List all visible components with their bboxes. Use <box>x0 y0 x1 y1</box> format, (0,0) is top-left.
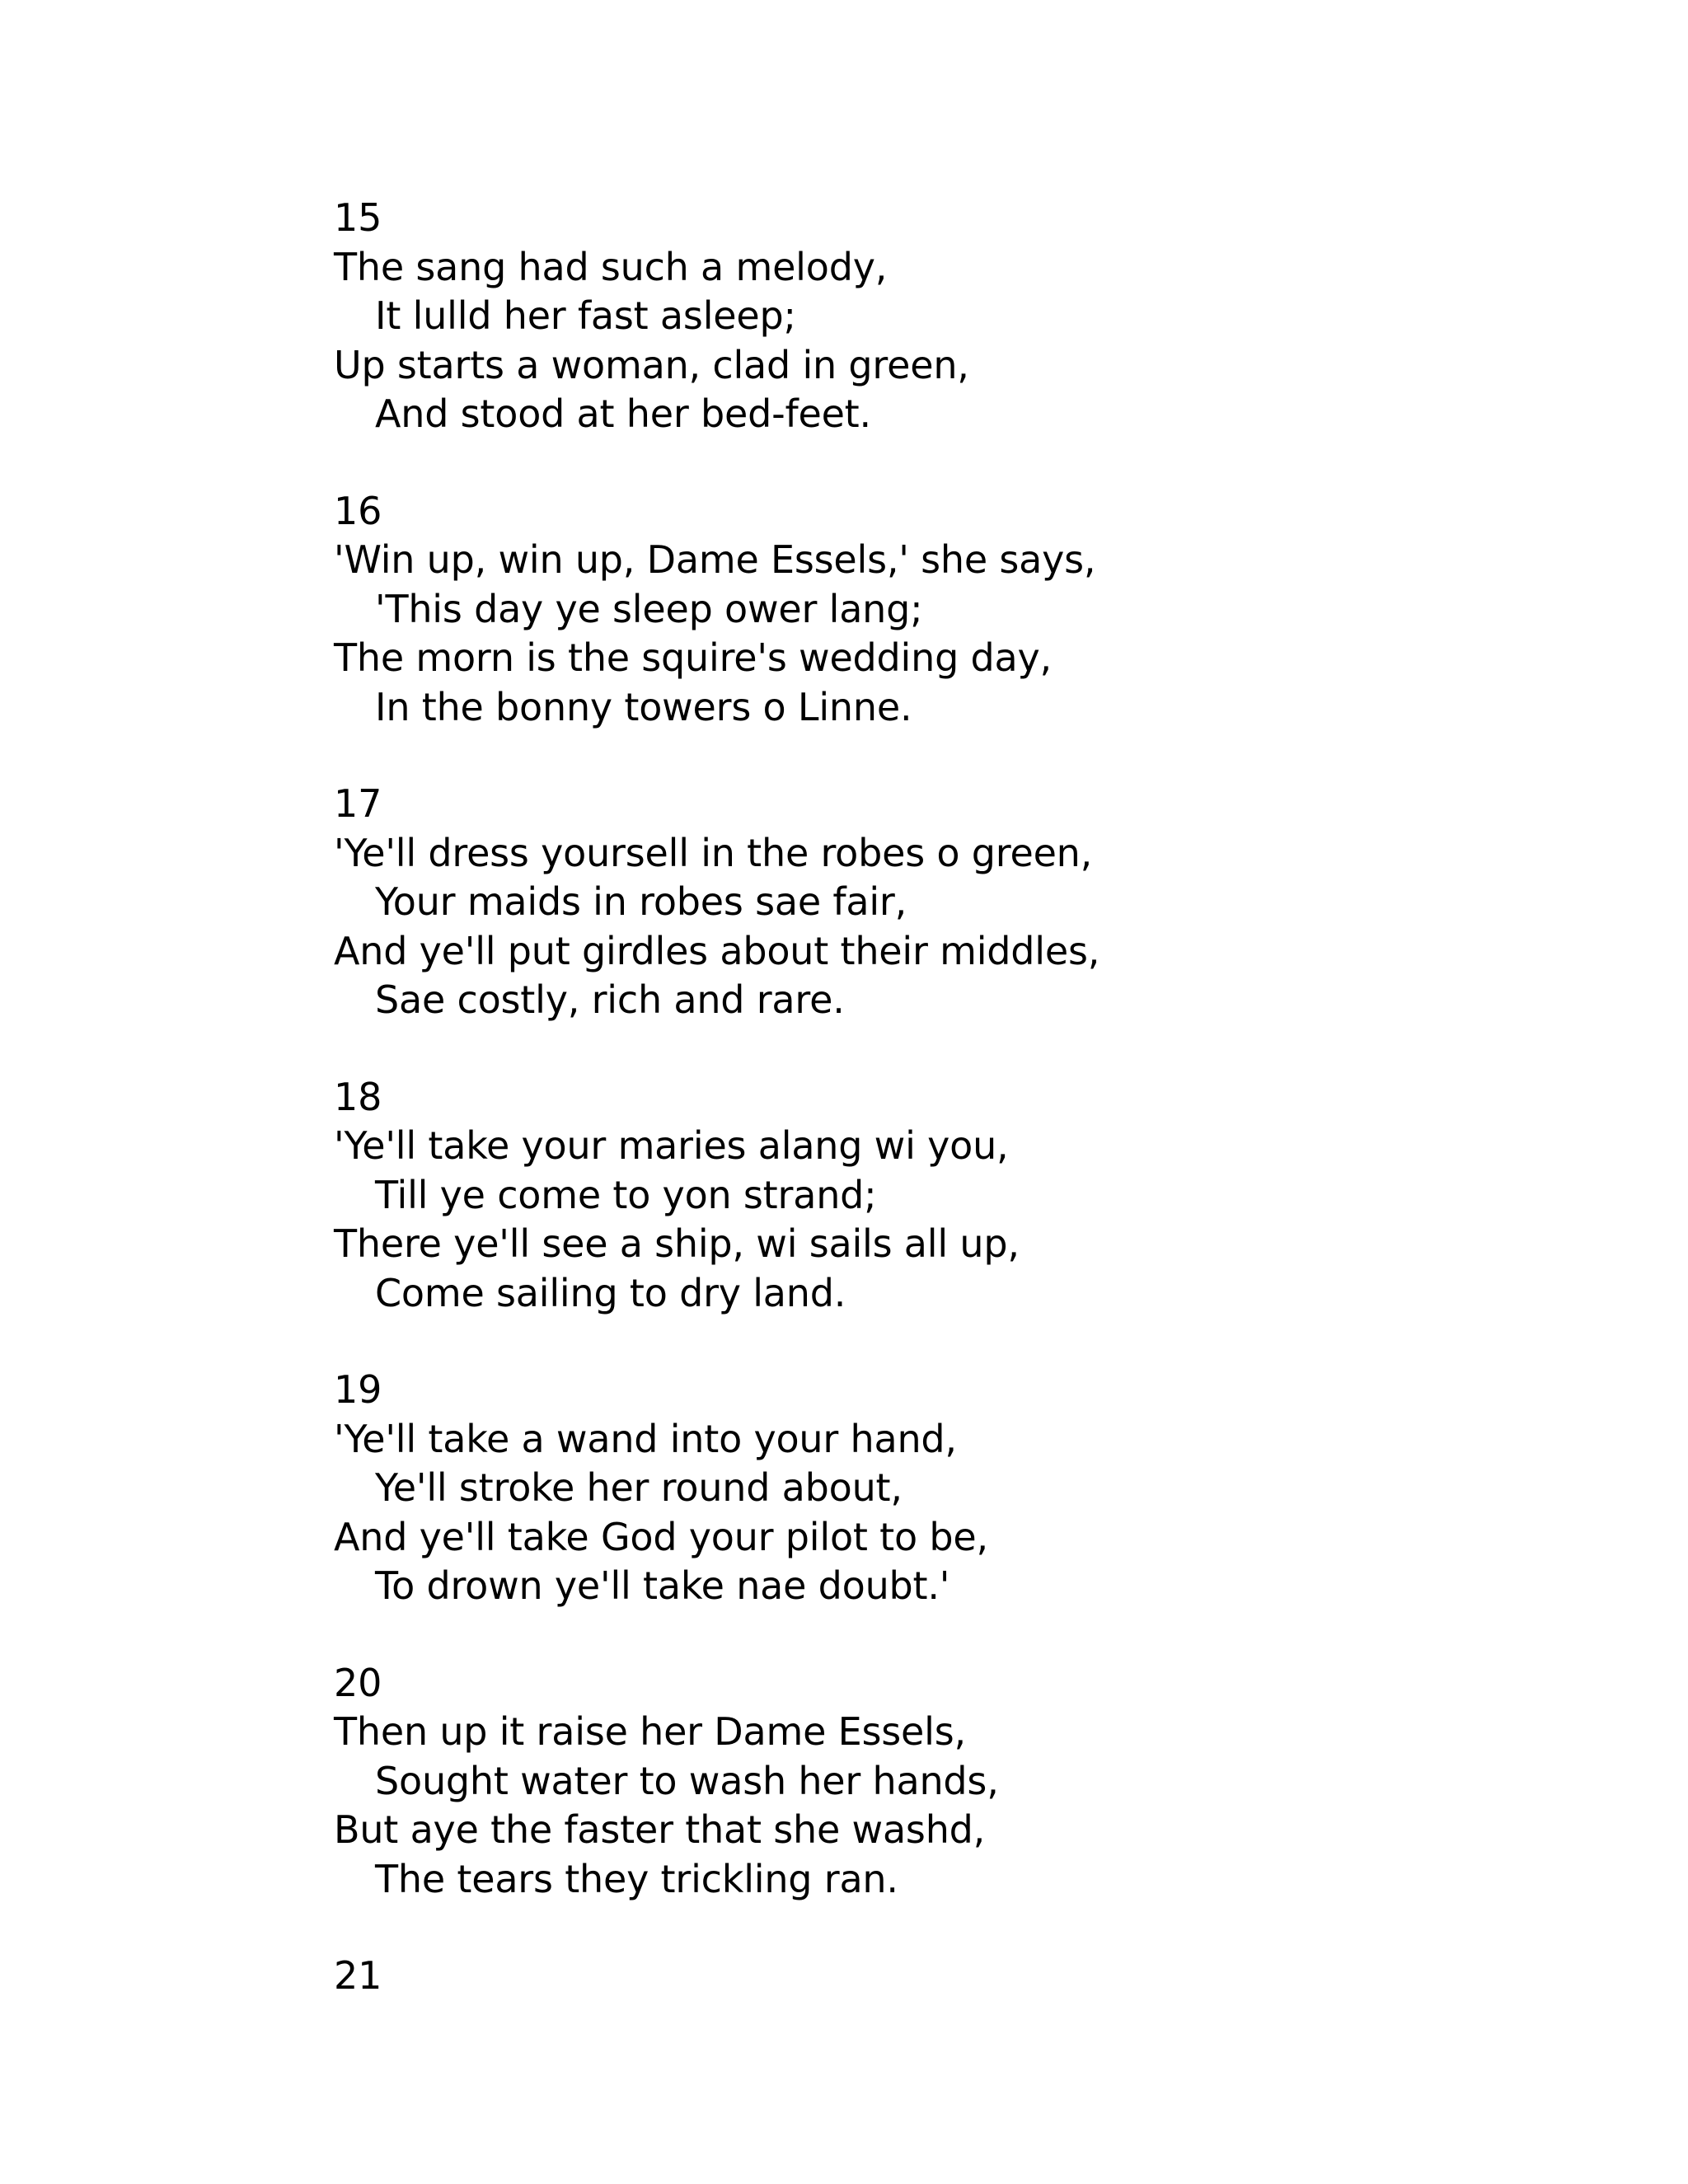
stanza-number: 19 <box>334 1367 382 1412</box>
verse-line-indented: And stood at her bed-feet. <box>375 391 871 436</box>
stanza-19 <box>334 1366 1570 1611</box>
stanza-number: 17 <box>334 781 382 826</box>
verse-line: Up starts a woman, clad in green, <box>334 342 969 387</box>
verse-line-indented: To drown ye'll take nae doubt.' <box>375 1563 950 1608</box>
stanza-17 <box>334 780 1570 1025</box>
stanza-20 <box>334 1659 1570 1905</box>
verse-line-indented: 'This day ye sleep ower lang; <box>375 586 923 631</box>
verse-line-indented: It lulld her fast asleep; <box>375 293 796 338</box>
verse-line-indented: Ye'll stroke her round about, <box>375 1465 903 1510</box>
verse-line: The sang had such a melody, <box>334 244 888 289</box>
verse-line-indented: Come sailing to dry land. <box>375 1270 846 1315</box>
stanza-number: 15 <box>334 195 382 240</box>
verse-line: The morn is the squire's wedding day, <box>334 635 1052 680</box>
stanza-number: 20 <box>334 1660 382 1705</box>
verse-line: 'Win up, win up, Dame Essels,' she says, <box>334 537 1096 582</box>
stanza-18 <box>334 1073 1570 1319</box>
verse-line: There ye'll see a ship, wi sails all up, <box>334 1221 1020 1266</box>
verse-line-indented: The tears they trickling ran. <box>375 1856 898 1901</box>
poem-page <box>334 194 1570 2049</box>
stanza-number: 21 <box>334 1953 382 1998</box>
verse-line-indented: Sought water to wash her hands, <box>375 1758 999 1803</box>
verse-line: And ye'll take God your pilot to be, <box>334 1514 988 1559</box>
stanza-16 <box>334 487 1570 733</box>
stanza-number: 18 <box>334 1074 382 1119</box>
verse-line-indented: In the bonny towers o Linne. <box>375 684 912 729</box>
verse-line-indented: Till ye come to yon strand; <box>375 1172 877 1217</box>
stanza-21 <box>334 1952 1570 2001</box>
verse-line: Then up it raise her Dame Essels, <box>334 1709 966 1754</box>
verse-line: 'Ye'll take your maries alang wi you, <box>334 1123 1009 1168</box>
verse-line: But aye the faster that she washd, <box>334 1807 986 1852</box>
stanza-number: 16 <box>334 488 382 533</box>
verse-line-indented: Sae costly, rich and rare. <box>375 977 845 1022</box>
verse-line-indented: Your maids in robes sae fair, <box>375 879 907 924</box>
verse-line: And ye'll put girdles about their middles, <box>334 928 1100 973</box>
verse-line: 'Ye'll take a wand into your hand, <box>334 1416 957 1461</box>
stanza-15 <box>334 194 1570 439</box>
verse-line: 'Ye'll dress yoursell in the robes o green, <box>334 830 1093 875</box>
